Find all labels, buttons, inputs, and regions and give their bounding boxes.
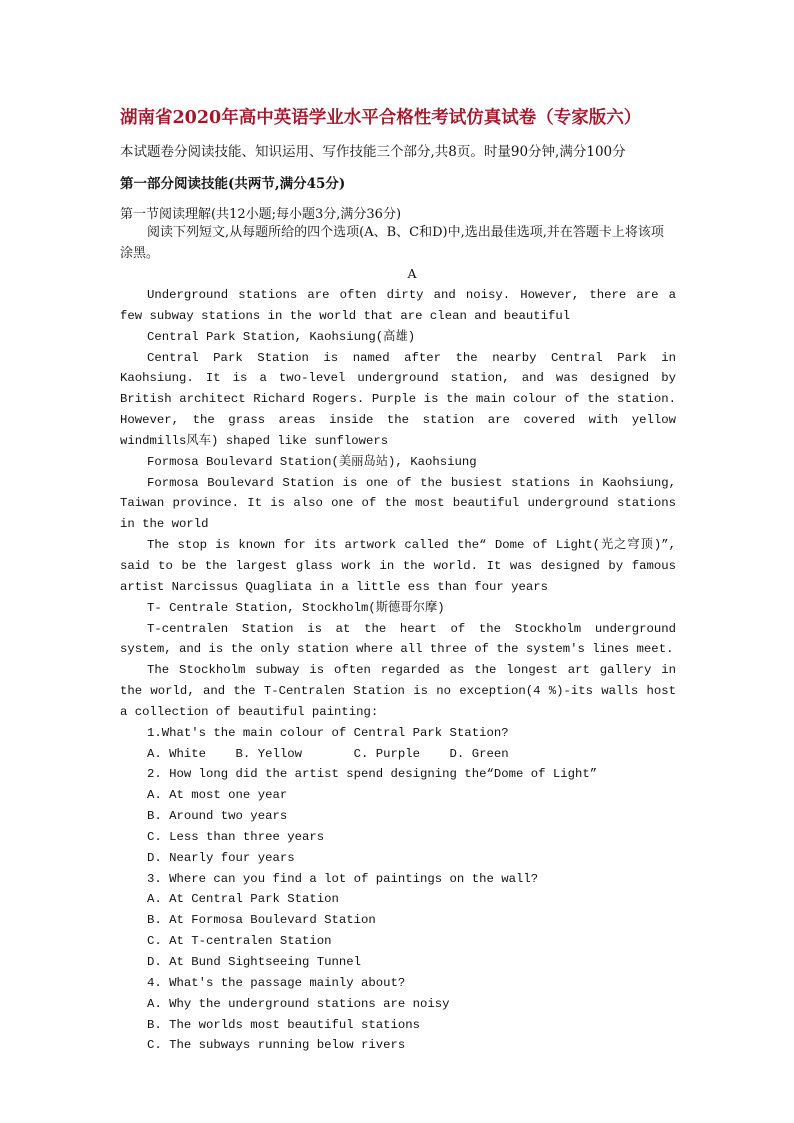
question-option: D. At Bund Sightseeing Tunnel <box>147 955 362 969</box>
question-option: A. At most one year <box>147 788 288 803</box>
question-option: B. At Formosa Boulevard Station <box>147 913 376 928</box>
passage-paragraph: The stop is known for its artwork called the“ Dome of Light(光之穹顶)”, said to be the largest glass work in the world. It was designed by famous artist Narcissus Quagliata in a little ess than four years <box>120 538 676 594</box>
passage-paragraph: The Stockholm subway is often regarded as the longest art gallery in the world, and the T-Centralen Station is no exception(4 %)-its walls host a collection of beautiful painting: <box>120 663 676 719</box>
question-stem: 2. How long did the artist spend designing the“Dome of Light” <box>147 767 598 782</box>
passage-paragraph: T-centralen Station is at the heart of the Stockholm underground system, and is the only station where all three of the system's lines meet. <box>120 621 676 657</box>
question-option: A. At Central Park Station <box>147 892 339 907</box>
exam-title: 湖南省2020年高中英语学业水平合格性考试仿真试卷（专家版六） <box>120 108 642 128</box>
section-heading: 第一节阅读理解(共12小题;每小题3分,满分36分) <box>120 207 402 222</box>
question-stem: 1.What's the main colour of Central Park Station? <box>147 725 509 740</box>
station-heading: T- Centrale Station, Stockholm(斯德哥尔摩) <box>147 600 445 615</box>
question-option: C. At T-centralen Station <box>147 934 332 949</box>
question-stem: 4. What's the passage mainly about? <box>147 975 406 990</box>
question-option: A. Why the underground stations are noisy <box>147 996 450 1011</box>
question-option: B. The worlds most beautiful stations <box>147 1017 421 1032</box>
question-stem: 3. Where can you find a lot of paintings on the wall? <box>147 871 539 886</box>
passage-body <box>120 285 676 1056</box>
station-heading: Central Park Station, Kaohsiung(高雄) <box>147 329 416 344</box>
passage-paragraph: Underground stations are often dirty and noisy. However, there are a few subway stations in the world that are clean and beautiful <box>120 288 676 323</box>
question-option: D. Nearly four years <box>147 850 295 865</box>
instructions: 阅读下列短文,从每题所给的四个选项(A、B、C和D)中,选出最佳选项,并在答题卡上将该项涂黑。 <box>120 225 664 261</box>
passage-paragraph: Central Park Station is named after the nearby Central Park in Kaohsiung. It is a two-level underground station, and was designed by British architect Richard Rogers. Purple is the main colour of the station. However, the grass areas inside the station are covered with yellow windmills风车) shaped like sunflowers <box>120 350 676 448</box>
question-option: B. Around two years <box>147 809 288 824</box>
question-option: C. Less than three years <box>147 829 325 844</box>
passage-label: A <box>407 266 417 281</box>
question-options: A. White B. Yellow C. Purple D. Green <box>147 746 509 761</box>
station-heading: Formosa Boulevard Station(美丽岛站), Kaohsiung <box>147 454 477 469</box>
part-heading: 第一部分阅读技能(共两节,满分45分) <box>120 176 346 192</box>
question-option: C. The subways running below rivers <box>147 1038 406 1053</box>
exam-intro: 本试题卷分阅读技能、知识运用、写作技能三个部分,共8页。时量90分钟,满分100分 <box>120 144 626 160</box>
passage-paragraph: Formosa Boulevard Station is one of the busiest stations in Kaohsiung, Taiwan province. It is also one of the most beautiful underground stations in the world <box>120 475 676 532</box>
